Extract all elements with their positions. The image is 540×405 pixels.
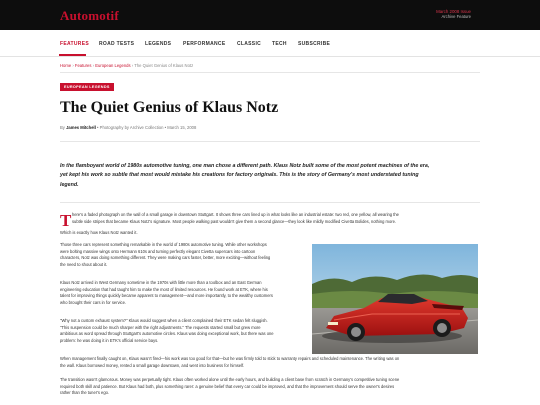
car-illustration: [312, 244, 478, 354]
breadcrumb-separator: ›: [92, 63, 95, 68]
paragraph-line: here's a faded photograph on the wall of a small garage in downtown Stuttgart. It shows three cars lined up in what looks like an industrial estate: two red, one yellow, all wearing the: [72, 212, 399, 217]
divider: [60, 202, 480, 203]
paragraph-line: engineering education that had taught him to make the most of limited resources. He found work at ETK, where his: [60, 286, 268, 292]
paragraph-line: "This suspension could be much sharper with the right adjustments." The requests started small but grew more: [60, 324, 261, 330]
category-badge[interactable]: EUROPEAN LEGENDS: [60, 83, 114, 91]
nav-subscribe[interactable]: SUBSCRIBE: [298, 41, 331, 47]
byline: [60, 125, 196, 130]
paragraph-line: who brought their cars in for service.: [60, 299, 126, 305]
paragraph-line: "Why not a custom exhaust system?" Klaus would suggest when a client complained their ETK sedan felt sluggish.: [60, 318, 268, 323]
breadcrumb-separator: ›: [72, 63, 74, 68]
divider: [60, 72, 480, 73]
site-logo[interactable]: Automotif: [60, 8, 119, 23]
paragraph-2: Which is exactly how Klaus Notz wanted it.: [60, 230, 138, 235]
lead-line: In the flamboyant world of 1980s automotive tuning, one man chose a different path. Klaus Notz built some of the most potent machines of the era,: [60, 163, 430, 169]
nav-performance[interactable]: PERFORMANCE: [183, 41, 226, 47]
issue-date: March 2008 Issue: [436, 9, 471, 14]
paragraph-line: Those three cars represent something remarkable in the world of 1980s automotive tuning. While other workshops: [60, 242, 267, 247]
nav-tech[interactable]: TECH: [272, 41, 287, 47]
paragraph-line: When management finally caught on, Klaus wasn't fired—his work was too good for that—but he was firmly told to stick to warranty repairs and scheduled maintenance. The writing was on: [60, 356, 400, 361]
nav-classic[interactable]: CLASSIC: [237, 41, 262, 47]
paragraph-line: The transition wasn't glamorous. Money was perpetually tight. Klaus often worked alone until the early hours, and building a client base from scratch in Germany's competitive tuning scene: [60, 377, 400, 382]
paragraph-line: the wall. Klaus borrowed money, rented a small garage downtown, and went into business for himself.: [60, 362, 245, 368]
paragraph-5: [60, 318, 308, 344]
lead-line: yet kept his work so subtle that most would mistake his creations for factory originals. This is the story of Germany's most understated tuning: [60, 172, 419, 179]
nav-road-tests[interactable]: ROAD TESTS: [99, 41, 135, 47]
paragraph-line: ambitious as word spread through Stuttgart's automotive circles. Klaus was doing exceptional work, but there was one: [60, 331, 274, 337]
author-name[interactable]: James Mitchell: [66, 125, 96, 130]
nav-legends[interactable]: LEGENDS: [145, 41, 172, 47]
breadcrumb: [60, 63, 193, 68]
paragraph-line: the need to shout about it.: [60, 261, 108, 267]
breadcrumb-separator: ›: [131, 63, 134, 68]
paragraph-line: were bolting massive wings onto Hermann 610s and turning perfectly elegant Civetta supercars into cartoon: [60, 248, 256, 254]
byline-meta: • Photography by Archive Collection • March 15, 2008: [97, 125, 197, 130]
red-sports-car-photo[interactable]: [312, 244, 478, 354]
site-header: [0, 0, 540, 30]
paragraph-line: problem: he was doing it in ETK's official service bays.: [60, 337, 159, 343]
paragraph-line: required both skill and patience. But Klaus had both, plus something rarer: a genuine belief that every car could be improved, and that the improvement should serve the owner's desires: [60, 383, 395, 389]
paragraph-6: [60, 356, 480, 369]
paragraph-line: rather than the tuner's ego.: [60, 390, 110, 396]
byline-prefix: By: [60, 125, 65, 130]
paragraph-line: subtle side stripes that became Klaus Notz's signature. Most people walking past wouldn't give them a second glance—they look like mildly modified Civetta Bolides, nothing more.: [72, 218, 396, 224]
breadcrumb-home[interactable]: Home: [60, 63, 72, 68]
issue-type: Archive Feature: [441, 14, 471, 19]
paragraph-line: talent for improving things quickly became apparent to management—and more importantly, to the wealthy customers: [60, 293, 273, 299]
breadcrumb-section[interactable]: European Legends: [95, 63, 131, 68]
drop-cap: T: [60, 211, 72, 230]
breadcrumb-current: The Quiet Genius of Klaus Notz: [134, 63, 194, 68]
active-tab-indicator: [59, 54, 86, 56]
headlight: [328, 322, 338, 325]
nav-features[interactable]: FEATURES: [60, 41, 89, 47]
paragraph-3: [60, 242, 308, 268]
paragraph-line: Klaus Notz arrived in West Germany sometime in the 1970s with little more than a toolbox and an East German: [60, 280, 262, 285]
paragraph-4: [60, 280, 308, 306]
lead-line: legend.: [60, 181, 79, 188]
article-lead: [60, 162, 480, 190]
divider: [60, 141, 480, 142]
article-title: The Quiet Genius of Klaus Notz: [60, 99, 279, 116]
paragraph-line: characters, Notz was doing something different. They were making cars faster, better, more exciting—without feeling: [60, 255, 271, 261]
breadcrumb-features[interactable]: Features: [74, 63, 92, 68]
rear-rim: [437, 323, 447, 333]
issue-info: [436, 9, 471, 19]
paragraph-7: [60, 377, 480, 397]
paragraph-1: [72, 212, 480, 225]
main-nav: [0, 30, 540, 57]
front-rim: [351, 327, 361, 337]
